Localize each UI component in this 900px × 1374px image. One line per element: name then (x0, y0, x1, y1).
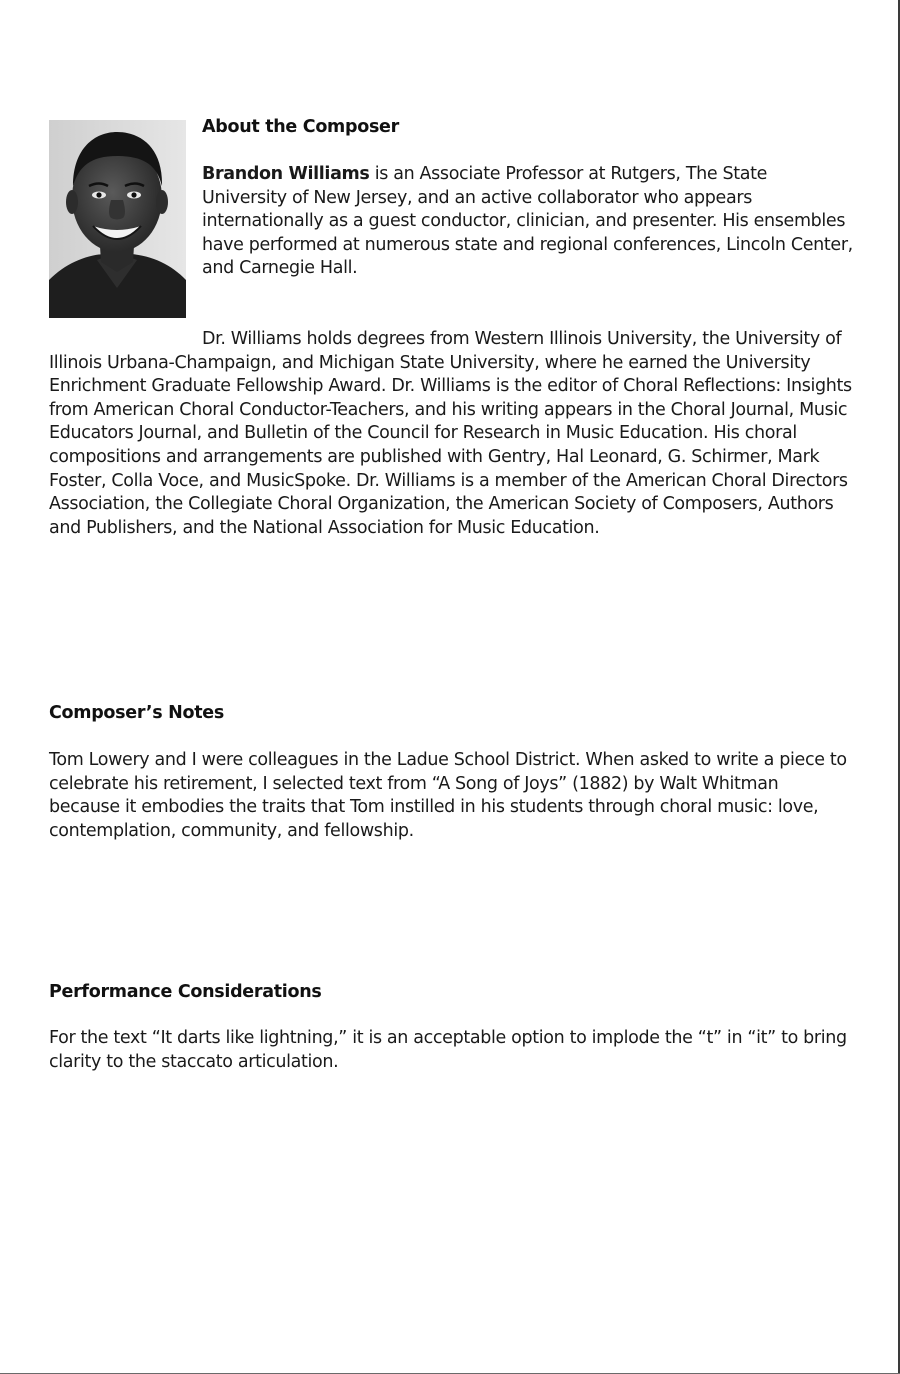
notes-heading: Composer’s Notes (49, 703, 224, 723)
notes-paragraph: Tom Lowery and I were colleagues in the Ladue School District. When asked to write a piece to celebrate his retirement, I selected text from “A Song of Joys” (1882) by Walt Whitman because it embodies the traits that Tom instilled in his students through choral music: love, contemplation, community, and fellowship. (49, 750, 847, 841)
bio-text: is an Associate Professor at Rutgers, The State University of New Jersey, and an active collaborator who appears internationally as a guest conductor, clinician, and presenter. His ensembles have performed at numerous state and regional conferences, Lincoln Center, and Carnegie Hall. (202, 164, 853, 279)
about-bio-paragraph (202, 163, 854, 281)
performance-heading: Performance Considerations (49, 982, 322, 1002)
about-degrees-paragraph (49, 328, 854, 540)
about-heading: About the Composer (202, 117, 399, 137)
performance-paragraph: For the text “It darts like lightning,” it is an acceptable option to implode the “t” in “it” to bring clarity to the staccato articulation. (49, 1028, 847, 1072)
composer-portrait (49, 120, 186, 318)
degrees-text: Dr. Williams holds degrees from Western Illinois University, the University of Illinois Urbana-Champaign, and Michigan State University, where he earned the University Enrichment Graduate Fellowship Award. Dr. Williams is the editor of Choral Reflections: Insights from American Choral Conductor-Teachers, and his writing appears in the Choral Journal, Music Educators Journal, and Bulletin of the Council for Research in Music Education. His choral compositions and arrangements are published with Gentry, Hal Leonard, G. Schirmer, Mark Foster, Colla Voce, and MusicSpoke. Dr. Williams is a member of the American Choral Directors Association, the Collegiate Choral Organization, the American Society of Composers, Authors and Publishers, and the National Association for Music Education. (49, 329, 852, 538)
composer-name: Brandon Williams (202, 164, 370, 184)
